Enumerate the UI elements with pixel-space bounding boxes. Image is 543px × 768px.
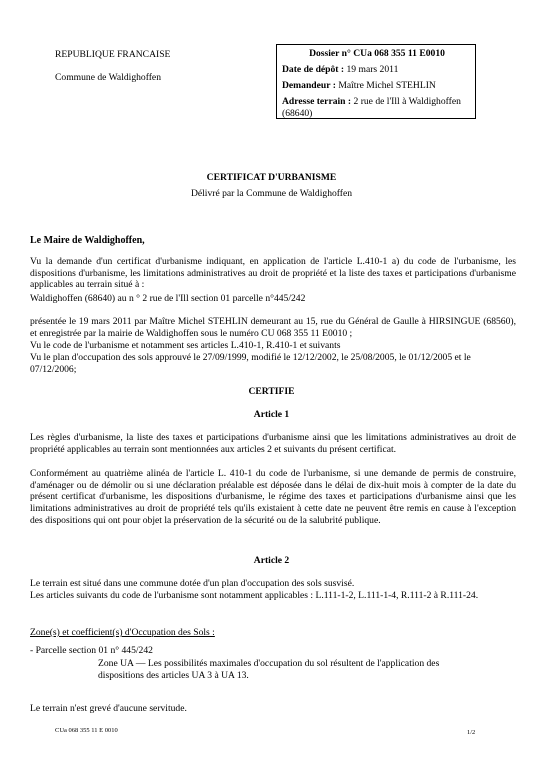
article2-heading: Article 2 (253, 555, 290, 566)
article2-paragraph-2: Les articles suivants du code de l'urbanisme sont notamment applicables : L.111-1-2, L.111-1-4, R.111-2 à R.111-24. (30, 590, 479, 601)
article1-paragraph-1: Les règles d'urbanisme, la liste des taxes et participations d'urbanisme ainsi que les limitations administratives au droit de propriété applicables au terrain sont mentionnées aux articles 2 et suivants du présent certificat. (30, 432, 516, 455)
demandeur-row (282, 80, 472, 92)
demandeur-value: Maître Michel STEHLIN (335, 79, 436, 91)
parcelle-line: - Parcelle section 01 n° 445/242 (30, 645, 153, 656)
demandeur-label: Demandeur : (282, 79, 336, 91)
article1-paragraph-2: Conformément au quatrième alinéa de l'article L. 410-1 du code de l'urbanisme, si une demande de permis de construire, d'aménager ou de démolir ou si une déclaration préalable est déposée dans le délai de dix-huit mois à compter de la date du présent certificat d'urbanisme, les dispositions d'urbanisme, le régime des taxes et participations d'urbanisme ainsi que les limitations administratives au droit de propriété tels qu'ils existaient à cette date ne peuvent être remis en cause à l'exception des dispositions qui ont pour objet la préservation de la sécurité ou de la salubrité publique. (30, 468, 516, 526)
maire-heading: Le Maire de Waldighoffen, (30, 235, 145, 246)
vu-plan-paragraph: Vu le plan d'occupation des sols approuvé le 27/09/1999, modifié le 12/12/2002, le 25/08/2005, le 01/12/2005 et le 07/12/2006; (30, 352, 471, 375)
article1-heading: Article 1 (253, 409, 290, 420)
commune-label: Commune de Waldighoffen (55, 71, 161, 83)
zone-ua-paragraph: Zone UA — Les possibilités maximales d'occupation du sol résultent de l'application des dispositions des articles UA 3 à UA 13. (98, 658, 440, 681)
depot-value: 19 mars 2011 (344, 63, 399, 75)
adresse-label: Adresse terrain : (282, 96, 352, 108)
zones-heading: Zone(s) et coefficient(s) d'Occupation des Sols : (30, 627, 215, 638)
dossier-number: Dossier n° CUa 068 355 11 E0010 (309, 48, 445, 59)
article2-paragraph-1: Le terrain est situé dans une commune dotée d'un plan d'occupation des sols susvisé. (30, 578, 355, 589)
presentee-paragraph: présentée le 19 mars 2011 par Maître Michel STEHLIN demeurant au 15, rue du Général de Gaulle à HIRSINGUE (68560), et enregistrée par la mairie de Waldighoffen sous le numéro CU 068 355 11 E0010 ; (30, 316, 516, 339)
document-subtitle: Délivré par la Commune de Waldighoffen (190, 188, 353, 199)
vu-demande-paragraph: Vu la demande d'un certificat d'urbanisme indiquant, en application de l'article L.410-1 a) du code de l'urbanisme, les dispositions d'urbanisme, les limitations administratives au droit de propriété et la liste des taxes et participations d'urbanisme applicables au terrain situé à : (30, 256, 516, 291)
adresse-row (282, 96, 472, 119)
adresse-value: 2 rue de l'Ill à Waldighoffen (68640) (282, 96, 461, 119)
vu-code-paragraph: Vu le code de l'urbanisme et notamment ses articles L.410-1, R.410-1 et suivants (30, 340, 341, 351)
servitude-line: Le terrain n'est grevé d'aucune servitude. (30, 703, 187, 714)
terrain-location: Waldighoffen (68640) au n ° 2 rue de l'Ill section 01 parcelle n°445/242 (30, 293, 306, 304)
footer-reference: CUa 068 355 11 E 0010 (55, 727, 118, 734)
certifie-heading: CERTIFIE (248, 386, 295, 397)
page-number: 1/2 (467, 729, 476, 736)
dossier-box (276, 44, 476, 119)
depot-label: Date de dépôt : (282, 63, 345, 75)
document-title: CERTIFICAT D'URBANISME (206, 172, 337, 183)
depot-row (282, 64, 472, 76)
header-left (55, 49, 255, 94)
republic-label: REPUBLIQUE FRANCAISE (55, 49, 171, 60)
